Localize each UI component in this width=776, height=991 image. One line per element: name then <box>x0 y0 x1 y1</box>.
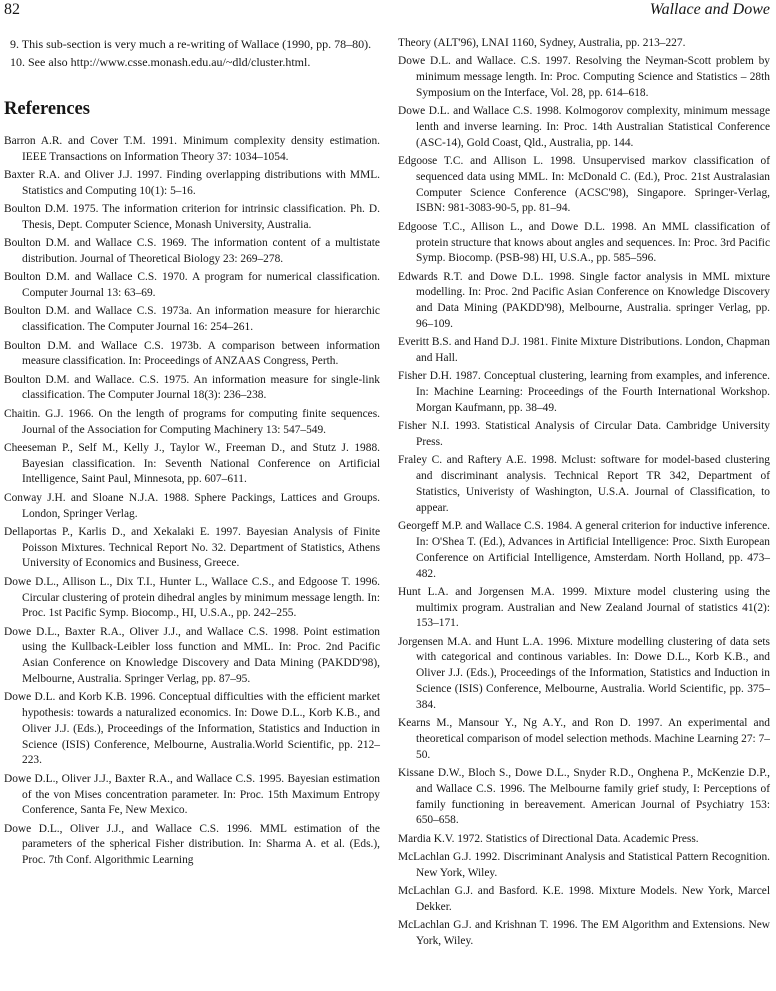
reference-entry: McLachlan G.J. and Basford. K.E. 1998. Mixture Models. New York, Marcel Dekker. <box>398 885 770 913</box>
running-head: Wallace and Dowe <box>649 1 770 18</box>
reference-entry: Dowe D.L., Oliver J.J., and Wallace C.S. 1996. MML estimation of the parameters of the spherical Fisher distribution. In: Sharma A. et al. (Eds.), Proc. 7th Conf. Algorithmic Learning <box>4 822 380 867</box>
reference-entry: Kissane D.W., Bloch S., Dowe D.L., Snyder R.D., Onghena P., McKenzie D.P., and Wallace C.S. 1996. The Melbourne family grief study, I: Perceptions of family functioning in bereavement. American Journal of Psychiatry 153: 650–658. <box>398 767 770 827</box>
reference-entry: Jorgensen M.A. and Hunt L.A. 1996. Mixture modelling clustering of data sets with categorical and continous variables. In: Dowe D.L., Korb K.B., and Oliver J.J. (Eds.), Proceedings of the Information, Statistics and Induction in Science (ISIS) Conference, Melbourne, Australia. World Scientific, pp. 375–384. <box>398 635 770 711</box>
reference-entry: Dowe D.L., Allison L., Dix T.I., Hunter L., Wallace C.S., and Edgoose T. 1996. Circular clustering of protein dihedral angles by minimum message length. In: Proc. 1st Pacific Symp. Biocomp., HI, U.S.A., pp. 242–255. <box>4 575 380 620</box>
reference-entry: Kearns M., Mansour Y., Ng A.Y., and Ron D. 1997. An experimental and theoretical comparison of model selection methods. Machine Learning 27: 7–50. <box>398 717 770 761</box>
reference-entry: Dowe D.L., Oliver J.J., Baxter R.A., and Wallace C.S. 1995. Bayesian estimation of the von Mises concentration parameter. In: Proc. 15th Maximum Entropy Conference, Santa Fe, New Mexico. <box>4 772 380 817</box>
references-list-right <box>398 36 770 950</box>
reference-entry: Boulton D.M. and Wallace C.S. 1970. A program for numerical classification. Computer Journal 13: 63–69. <box>4 271 380 300</box>
reference-entry: Conway J.H. and Sloane N.J.A. 1988. Sphere Packings, Lattices and Groups. London, Springer Verlag. <box>4 491 380 520</box>
reference-entry: Baxter R.A. and Oliver J.J. 1997. Finding overlapping distributions with MML. Statistics and Computing 10(1): 5–16. <box>4 169 380 197</box>
endnote: 9. This sub-section is very much a re-writing of Wallace (1990, pp. 78–80). <box>10 37 372 51</box>
reference-entry: Edgoose T.C., Allison L., and Dowe D.L. 1998. An MML classification of protein structure that knows about angles and sequences. In: Proc. 3rd Pacific Symp. Biocomp. (PSB-98) HI, U.S.A., pp. 585–596. <box>398 220 770 265</box>
reference-entry: Hunt L.A. and Jorgensen M.A. 1999. Mixture model clustering using the multimix program. Australian and New Zealand Journal of statistics 41(2): 153–171. <box>398 585 770 630</box>
reference-entry: McLachlan G.J. and Krishnan T. 1996. The EM Algorithm and Extensions. New York, Wiley. <box>398 919 770 948</box>
reference-entry: Dowe D.L. and Wallace C.S. 1998. Kolmogorov complexity, minimum message lenth and inverse learning. In: Proc. 14th Australian Statistical Conference (ASC-14), Gold Coast, Qld., Australia, pp. 144. <box>398 105 770 149</box>
references-heading: References <box>4 99 90 119</box>
left-column <box>4 36 380 872</box>
reference-entry: Boulton D.M. and Wallace C.S. 1973b. A comparison between information measure classification. In: Proceedings of ANZAAS Congress, Perth. <box>4 339 380 368</box>
reference-entry: Dowe D.L., Baxter R.A., Oliver J.J., and Wallace C.S. 1998. Point estimation using the Kullback-Leibler loss function and MML. In: Proc. 2nd Pacific Asian Conference on Knowledge Discovery and Data Mining (PAKDD'98), Melbourne, Australia. Springer Verlag, pp. 87–95. <box>4 625 380 685</box>
reference-entry: Edwards R.T. and Dowe D.L. 1998. Single factor analysis in MML mixture modelling. In: Proc. 2nd Pacific Asian Conference on Knowledge Discovery and Data Mining (PAKDD'98), Melbourne, Australia. springer Verlag, pp. 96–109. <box>398 270 770 331</box>
reference-entry: Fisher N.I. 1993. Statistical Analysis of Circular Data. Cambridge University Press. <box>398 420 770 449</box>
reference-entry: Boulton D.M. and Wallace. C.S. 1975. An information measure for single-link classification. The Computer Journal 18(3): 236–238. <box>4 373 380 402</box>
reference-entry: Fraley C. and Raftery A.E. 1998. Mclust: software for model-based clustering and discriminant analysis. Technical Report TR 342, Department of Statistics, Univeristy of Washington, U.S.A. Journal of Classification, to appear. <box>398 454 770 514</box>
reference-entry: Everitt B.S. and Hand D.J. 1981. Finite Mixture Distributions. London, Chapman and Hall. <box>398 336 770 365</box>
reference-entry: Chaitin. G.J. 1966. On the length of programs for computing finite sequences. Journal of the Association for Computing Machinery 13: 547–549. <box>4 407 380 436</box>
reference-entry: Dowe D.L. and Korb K.B. 1996. Conceptual difficulties with the efficient market hypothesis: towards a naturalized economics. In: Dowe D.L., Korb K.B., and Oliver J.J. (Eds.), Proceedings of the Information, Statistics and Induction in Science (ISIS) Conference, Melbourne, Australia.World Scientific, pp. 212–223. <box>4 691 380 767</box>
reference-entry: Theory (ALT'96), LNAI 1160, Sydney, Australia, pp. 213–227. <box>398 37 686 49</box>
reference-entry: McLachlan G.J. 1992. Discriminant Analysis and Statistical Pattern Recognition. New York, Wiley. <box>398 851 770 879</box>
reference-entry: Dellaportas P., Karlis D., and Xekalaki E. 1997. Bayesian Analysis of Finite Poisson Mixtures. Technical Report No. 32. Department of Statistics, Athens University of Economics and Business, Greece. <box>4 525 380 570</box>
reference-entry: Boulton D.M. 1975. The information criterion for intrinsic classification. Ph. D. Thesis, Dept. Computer Science, Monash University, Australia. <box>4 203 380 231</box>
reference-entry: Barron A.R. and Cover T.M. 1991. Minimum complexity density estimation. IEEE Transactions on Information Theory 37: 1034–1054. <box>4 135 380 163</box>
references-list-left <box>4 134 380 869</box>
reference-entry: Boulton D.M. and Wallace C.S. 1969. The information content of a multistate distribution. Journal of Theoretical Biology 23: 269–278. <box>4 237 380 266</box>
reference-entry: Dowe D.L. and Wallace. C.S. 1997. Resolving the Neyman-Scott problem by minimum message length. In: Proc. Computing Science and Statistics – 28th Symposium on the Interface, Vol. 28, pp. 614–618. <box>398 55 770 99</box>
page-number: 82 <box>4 1 20 18</box>
reference-entry: Georgeff M.P. and Wallace C.S. 1984. A general criterion for inductive inference. In: O'Shea T. (Ed.), Advances in Artificial Intelligence: Proc. Sixth European Conference on Artificial Intelligence, Amsterdam. North Holland, pp. 473–482. <box>398 520 770 580</box>
endnote: 10. See also http://www.csse.monash.edu.au/~dld/cluster.html. <box>10 55 311 69</box>
reference-entry: Cheeseman P., Self M., Kelly J., Taylor W., Freeman D., and Stutz J. 1988. Bayesian classification. In: Seventh National Conference on Artificial Intelligence, Saint Paul, Minnesota, pp. 607–611. <box>4 441 380 486</box>
reference-entry: Edgoose T.C. and Allison L. 1998. Unsupervised markov classification of sequenced data using MML. In: McDonald C. (Ed.), Proc. 21st Australasian Computer Science Conference (ACSC'98), Singapore. Springer-Verlag, ISBN: 981-3083-90-5, pp. 81–94. <box>398 155 770 215</box>
page-header <box>4 0 770 22</box>
reference-entry: Mardia K.V. 1972. Statistics of Directional Data. Academic Press. <box>398 832 699 845</box>
right-column <box>398 36 770 952</box>
reference-entry: Boulton D.M. and Wallace C.S. 1973a. An information measure for hierarchic classification. The Computer Journal 16: 254–261. <box>4 305 380 334</box>
reference-entry: Fisher D.H. 1987. Conceptual clustering, learning from examples, and inference. In: Machine Learning: Proceedings of the Fourth International Workshop. Morgan Kaufmann, pp. 38–49. <box>398 370 770 415</box>
